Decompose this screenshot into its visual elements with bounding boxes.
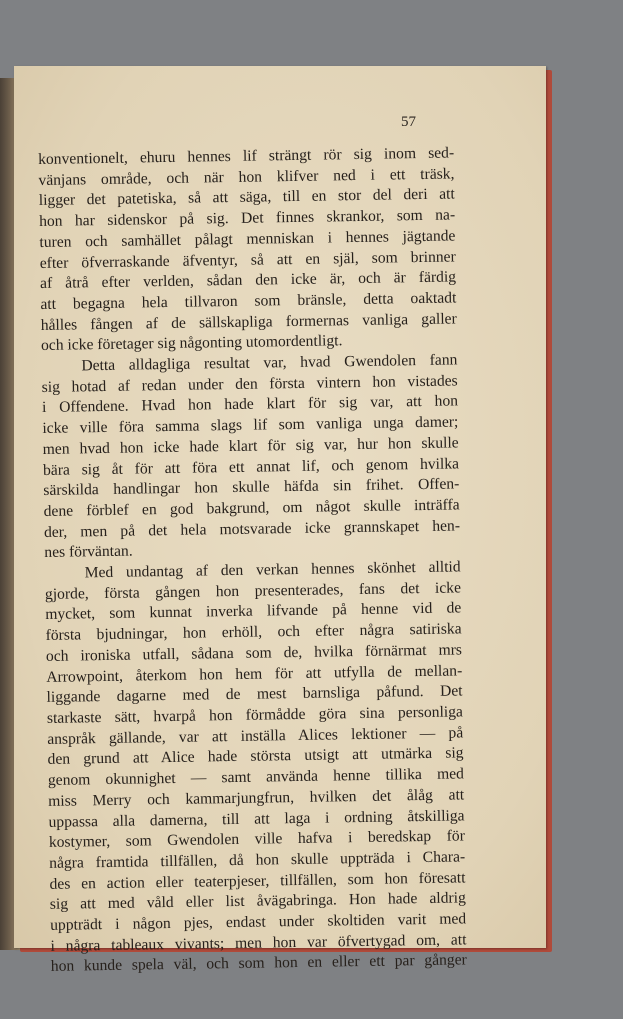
- text-line: första bjudningar, hon erhöll, och efter några satiriska: [45, 620, 462, 645]
- text-line: sig hotad af redan under den första vintern hon vistades: [41, 372, 458, 396]
- text-line: i några tableaux vivants; men hon var öfvertygad om, att: [50, 931, 467, 955]
- text-line: att begagna hela tillvaron som bränsle, detta oaktadt: [40, 289, 457, 313]
- text-line: genom okunnighet — samt använda henne tillika med: [47, 765, 464, 790]
- text-line: i Offendene. Hvad hon hade klart för sig var, att hon: [41, 392, 459, 417]
- text-line: uppträdt i någon pjes, endast under skoltiden varit med: [50, 910, 467, 934]
- body-text: [38, 143, 467, 978]
- text-line: uppassa alla damerna, till att laga i ordning åtskilliga: [48, 806, 465, 831]
- page-number: 57: [401, 114, 416, 130]
- text-line: des en action eller teaterpjeser, tillfällen, som hon föresatt: [49, 868, 466, 893]
- text-line: särskilda handlingar hon skulle häfda sin frihet. Offen-: [43, 475, 460, 500]
- text-line: starkaste sätt, hvarpå hon förmådde göra sina personliga: [46, 703, 464, 727]
- text-line: Arrowpoint, återkom hon hem för att utfylla de mellan-: [46, 661, 463, 686]
- text-line: gjorde, första gången hon presenterades, fans det icke: [44, 579, 462, 603]
- text-line: hon kunde spela väl, och som hon en eller ett par gånger: [50, 951, 467, 976]
- text-line: der, men på det hela motsvarade icke grannskapet hen-: [43, 517, 461, 541]
- text-line: nes förväntan.: [44, 542, 133, 562]
- text-line: dene förblef en god bakgrund, om något skulle inträffa: [43, 496, 460, 520]
- text-line: och ironiska utfall, sådana som de, hvilka förnärmat mrs: [45, 641, 463, 665]
- text-line: den grund att Alice hade största utsigt att utmärka sig: [47, 744, 464, 769]
- text-line: turen och samhället pålagt menniskan i hennes jägtande: [39, 227, 456, 251]
- text-line: hon har sidenskor på sig. Det finnes skrankor, som na-: [38, 206, 456, 231]
- text-line: och icke företager sig någonting utomordentligt.: [40, 332, 343, 355]
- text-line: icke ville föra samma slags lif som vanliga unga damer;: [42, 413, 459, 438]
- text-line: efter öfverraskande äfventyr, så att en själ, som brinner: [39, 247, 456, 272]
- text-line: sig att med våld eller list åvägabringa. Hon hade aldrig: [49, 889, 466, 914]
- text-line: hålles fången af de sällskapliga formernas vanliga galler: [40, 310, 457, 334]
- text-line: vänjans område, och när hon klifver ned i ett träsk,: [38, 165, 455, 189]
- text-line: några framtida tillfällen, då hon skulle uppträda i Chara-: [49, 848, 466, 872]
- text-line: liggande dagarne med de mest barnsliga påfund. Det: [46, 682, 463, 707]
- text-line: men hvad hon icke hade klart för sig var, hur hon skulle: [42, 434, 459, 458]
- text-line: bära sig åt för att föra ett annat lif, och genom hvilka: [42, 454, 460, 479]
- text-line: anspråk gällande, var att inställa Alices lektioner — på: [47, 724, 464, 748]
- text-line: konventionelt, ehuru hennes lif strängt rör sig inom sed-: [38, 144, 455, 168]
- text-line: Med undantag af den verkan hennes skönhet alltid: [84, 558, 461, 582]
- book-page: [14, 66, 546, 976]
- text-line: kostymer, som Gwendolen ville hafva i beredskap för: [48, 827, 465, 852]
- text-line: af åtrå efter verlden, sådan den icke är, och är färdig: [39, 268, 457, 293]
- text-line: miss Merry och kammarjungfrun, hvilken det ålåg att: [48, 786, 465, 810]
- text-line: Detta alldagliga resultat var, hvad Gwendolen fann: [81, 351, 458, 375]
- text-line: mycket, som kunnat inverka lifvande på henne vid de: [45, 599, 462, 624]
- text-line: ligger det patetiska, så att säga, till en stor del deri att: [38, 185, 455, 210]
